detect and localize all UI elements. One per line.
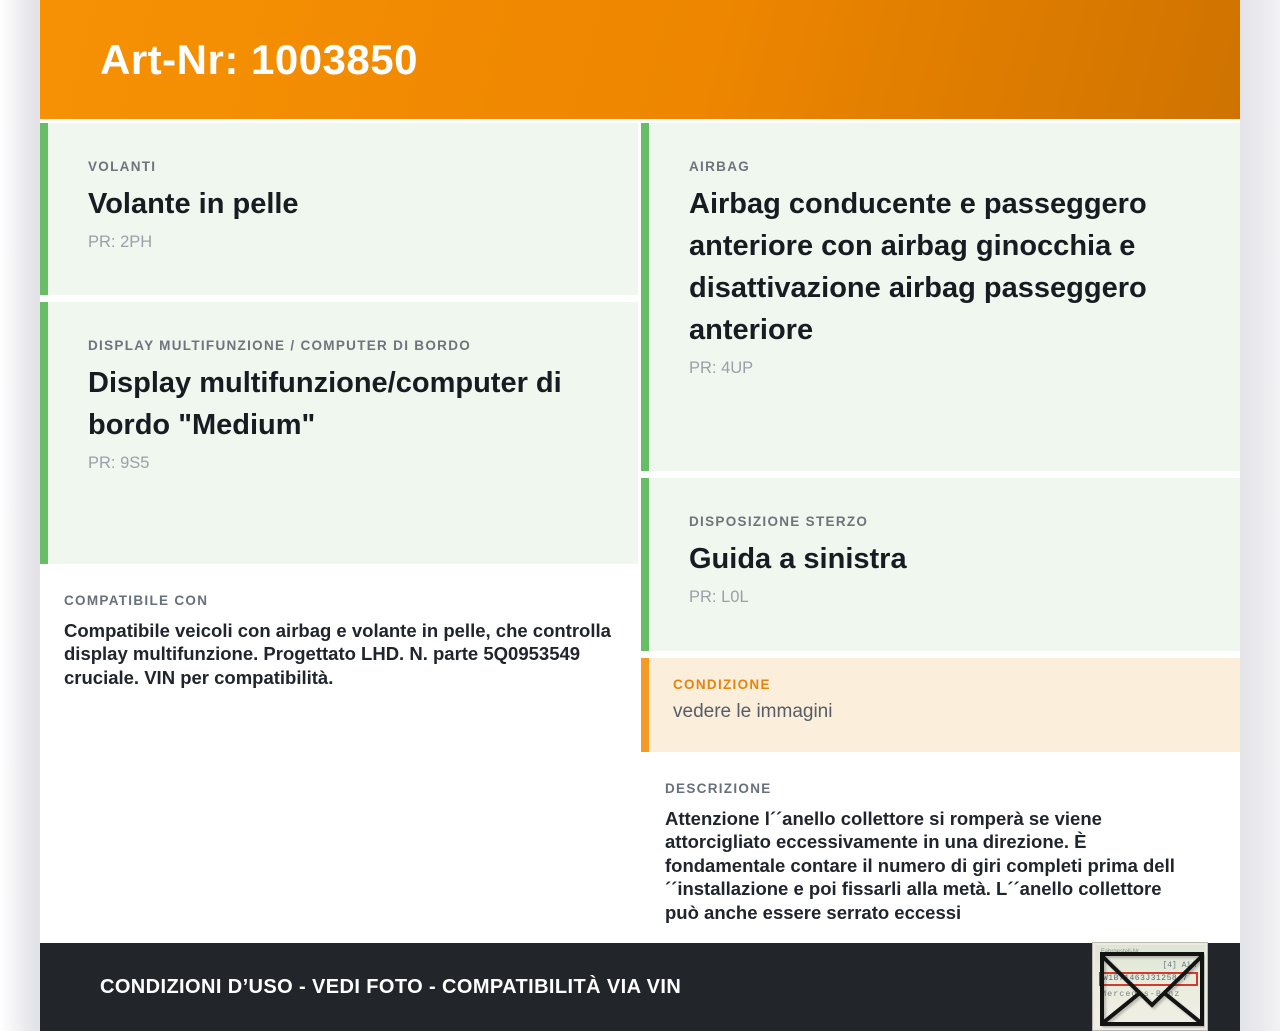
footer-notice: CONDIZIONI D’USO - VEDI FOTO - COMPATIBILITÀ VIA VIN xyxy=(100,975,682,998)
page-title: Art-Nr: 1003850 xyxy=(100,35,418,83)
card-volanti xyxy=(40,123,638,295)
card-compatibile-label: COMPATIBILE CON xyxy=(64,593,209,608)
card-sterzo-title: Guida a sinistra xyxy=(689,543,907,575)
card-descrizione-label: DESCRIZIONE xyxy=(665,781,772,796)
card-display-title: Display multifunzione/computer di bordo "Medium" xyxy=(88,367,562,442)
card-airbag-pr-code: PR: 4UP xyxy=(689,359,754,378)
card-compatibile xyxy=(40,571,638,705)
card-display-label: DISPLAY MULTIFUNZIONE / COMPUTER DI BORDO xyxy=(88,338,472,353)
envelope-icon xyxy=(1095,945,1205,1028)
card-display-pr-code: PR: 9S5 xyxy=(88,454,150,473)
card-descrizione-text: Attenzione l´´anello collettore si romperà se viene attorcigliato eccessivamente in una direzione. È fondamentale contare il numero di giri completi prima dell´´installazione e poi fissarli alla metà. L´´anello collettore può anche essere serrato eccessi xyxy=(665,808,1175,923)
main-content xyxy=(40,119,1240,943)
card-sterzo-label: DISPOSIZIONE STERZO xyxy=(689,514,869,529)
card-condizione-value: vedere le immagini xyxy=(673,701,833,722)
doc-brand-text: Mercedes-Benz xyxy=(1101,989,1181,999)
right-column xyxy=(641,123,1240,943)
card-airbag-title: Airbag conducente e passeggero anteriore con airbag ginocchia e disattivazione airbag passeggero anteriore xyxy=(689,188,1147,347)
card-sterzo-pr-code: PR: L0L xyxy=(689,588,749,607)
card-compatibile-text: Compatibile veicoli con airbag e volante in pelle, che controlla display multifunzione. Progettato LHD. N. parte 5Q0953549 cruciale. VIN per compatibilità. xyxy=(64,620,611,688)
card-sterzo xyxy=(641,478,1240,651)
card-volanti-pr-code: PR: 2PH xyxy=(88,233,153,252)
vin-highlight-box: W1B71463J31258 7 xyxy=(1099,972,1198,986)
vin-document-image xyxy=(1093,943,1207,1030)
card-volanti-title: Volante in pelle xyxy=(88,188,299,220)
product-sheet xyxy=(40,0,1240,1031)
card-airbag-label: AIRBAG xyxy=(689,159,751,174)
card-condizione xyxy=(641,658,1240,752)
page-header xyxy=(40,0,1240,119)
doc-label: Fahrgestell-Nr. xyxy=(1101,949,1141,955)
card-display xyxy=(40,302,638,564)
card-volanti-label: VOLANTI xyxy=(88,159,157,174)
card-airbag xyxy=(641,123,1240,471)
doc-line: [4] AiA xyxy=(1162,961,1196,970)
card-condizione-label: CONDIZIONE xyxy=(673,677,771,692)
footer-bar xyxy=(40,943,1240,1031)
card-descrizione xyxy=(641,759,1240,940)
left-column xyxy=(40,123,638,943)
